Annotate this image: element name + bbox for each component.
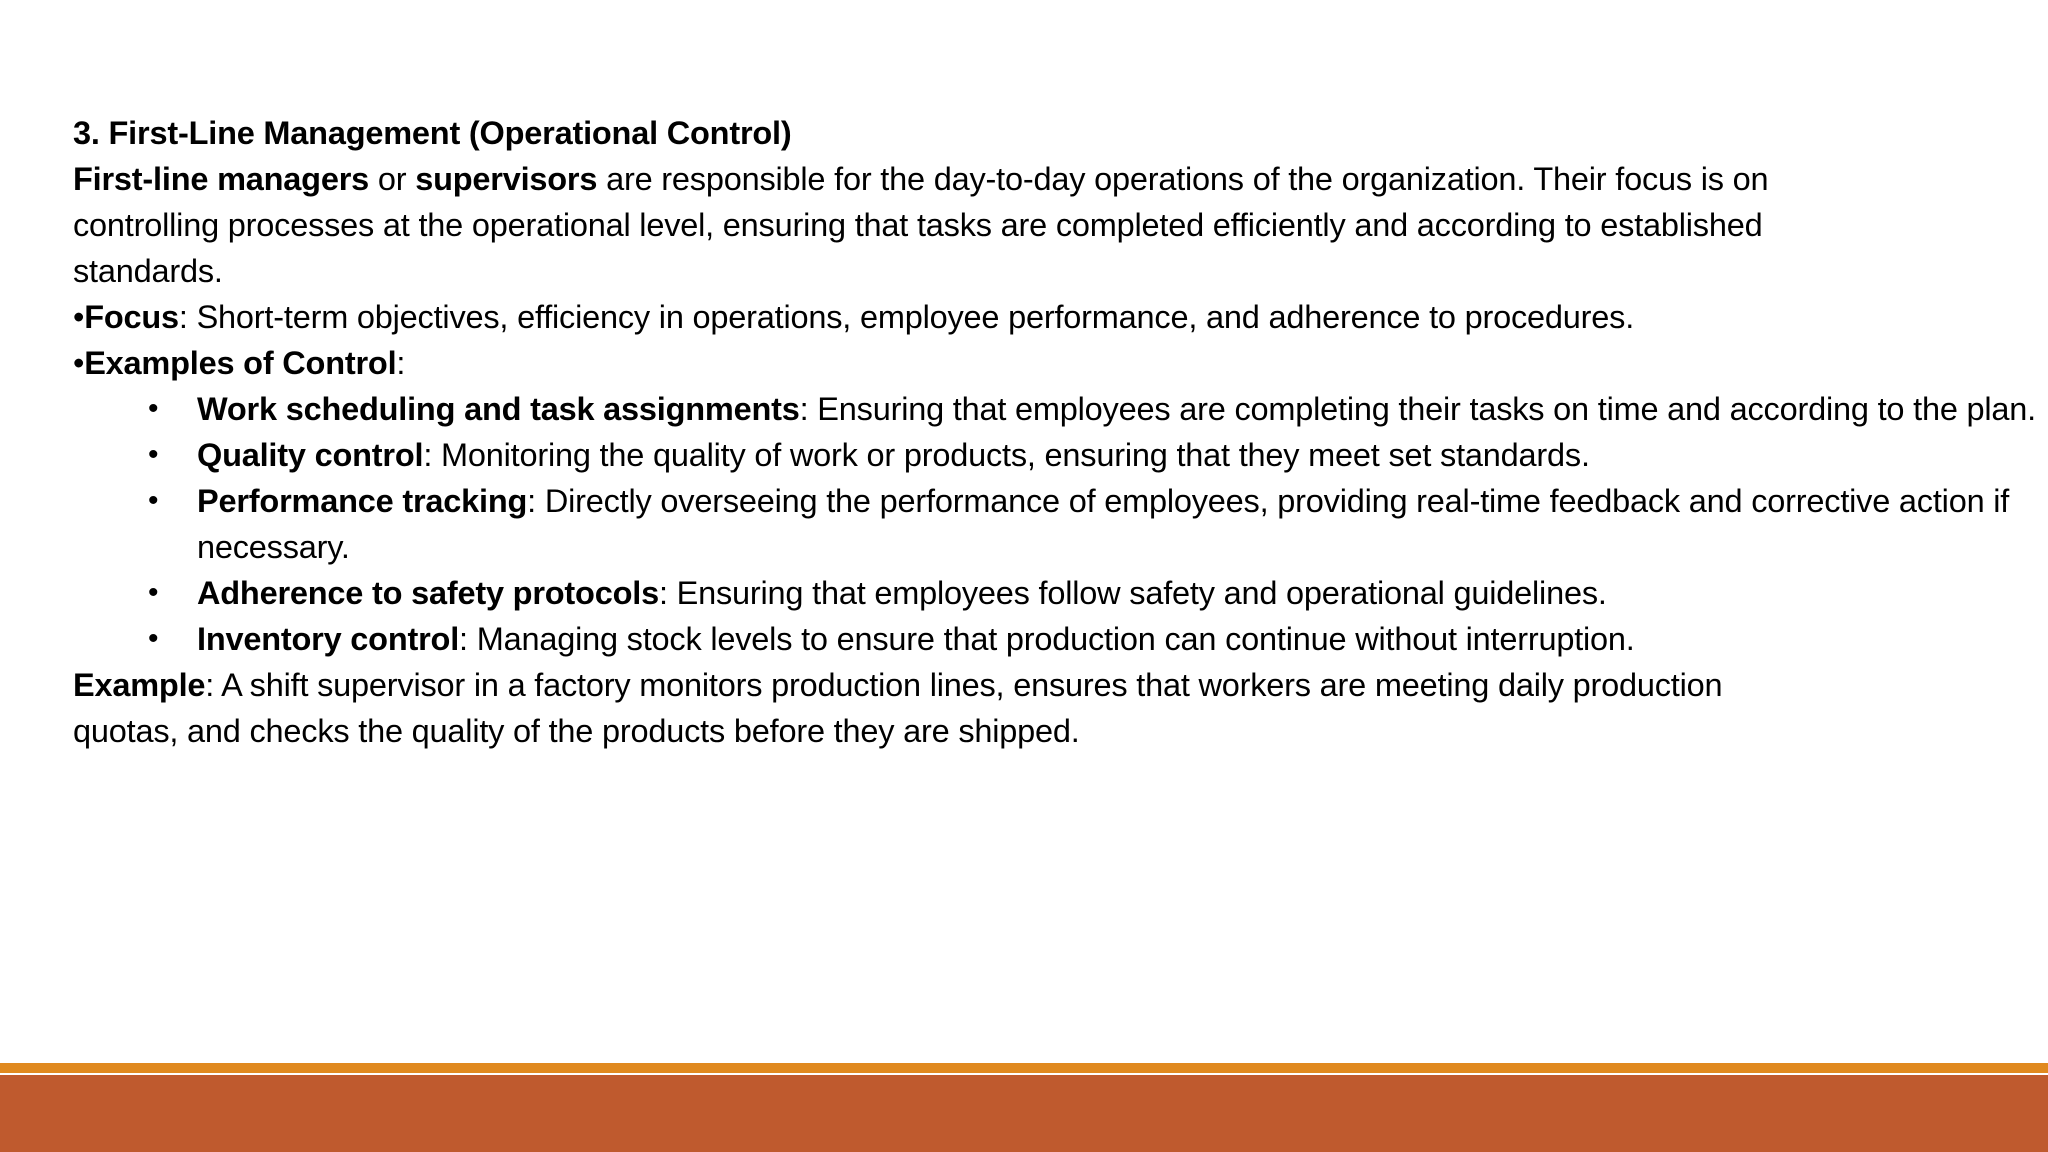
bullet-icon: • — [148, 438, 159, 471]
intro-line-3: standards. — [73, 253, 223, 289]
list-item: • Adherence to safety protocols: Ensuring that employees follow safety and operational guidelines. — [197, 570, 2048, 616]
focus-bullet: •Focus: Short-term objectives, efficiency in operations, employee performance, and adherence to procedures. — [73, 299, 1635, 335]
bullet-icon: • — [148, 576, 159, 609]
bullet-icon: • — [73, 299, 85, 335]
slide-content — [73, 110, 2036, 754]
example-paragraph: Example: A shift supervisor in a factory monitors production lines, ensures that workers are meeting daily production quotas, and checks the quality of the products before they are shipped. — [73, 667, 1723, 749]
intro-line-2: controlling processes at the operational level, ensuring that tasks are completed efficiently and according to established — [73, 207, 1763, 243]
section-heading: 3. First-Line Management (Operational Control) — [73, 115, 792, 151]
footer-accent-line — [0, 1063, 2048, 1073]
intro-paragraph — [73, 156, 2013, 294]
bullet-icon: • — [148, 484, 159, 517]
list-item: • Performance tracking: Directly overseeing the performance of employees, providing real-time feedback and corrective action if necessary. — [197, 478, 2048, 570]
list-item: • Inventory control: Managing stock levels to ensure that production can continue without interruption. — [197, 616, 2048, 662]
example-line-2: quotas, and checks the quality of the products before they are shipped. — [73, 713, 1080, 749]
list-item: • Work scheduling and task assignments: Ensuring that employees are completing their tasks on time and according to the plan. — [197, 386, 2048, 432]
list-item: • Quality control: Monitoring the quality of work or products, ensuring that they meet set standards. — [197, 432, 2048, 478]
footer-bar — [0, 1075, 2048, 1152]
bullet-icon: • — [73, 345, 85, 381]
intro-line-1: First-line managers or supervisors are responsible for the day-to-day operations of the organization. Their focus is on — [73, 161, 1769, 197]
bullet-icon: • — [148, 622, 159, 655]
examples-of-control-bullet: •Examples of Control: — [73, 345, 406, 381]
bullet-icon: • — [148, 392, 159, 425]
control-items-list — [73, 386, 2036, 662]
